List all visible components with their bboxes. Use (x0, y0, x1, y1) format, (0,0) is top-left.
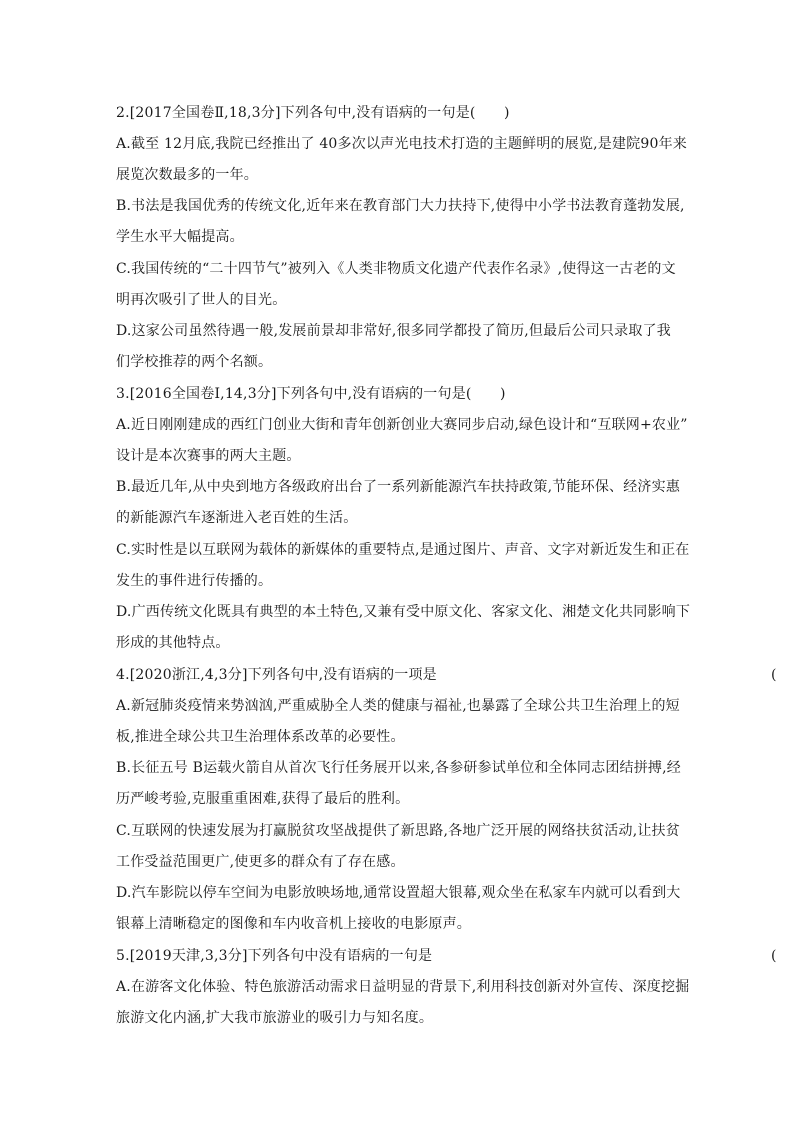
question-3-option-b-cont: 的新能源汽车逐渐进入老百姓的生活。 (116, 510, 358, 526)
question-4-answer-paren: ( (771, 667, 777, 683)
question-2-option-d: D.这家公司虽然待遇一般,发展前景却非常好,很多同学都投了简历,但最后公司只录取了我 (116, 323, 671, 339)
question-2-option-d-cont: 们学校推荐的两个名额。 (116, 354, 273, 370)
question-3-option-a-cont: 设计是本次赛事的两大主题。 (116, 448, 301, 464)
question-5-option-a: A.在游客文化体验、特色旅游活动需求日益明显的背景下,利用科技创新对外宣传、深度挖掘 (116, 979, 690, 995)
question-2-option-c: C.我国传统的“二十四节气”被列入《人类非物质文化遗产代表作名录》,使得这一古老的文 (116, 261, 676, 277)
question-4-option-b: B.长征五号 B运载火箭自从首次飞行任务展开以来,各参研参试单位和全体同志团结拼搏,经 (116, 760, 681, 776)
question-2-option-b: B.书法是我国优秀的传统文化,近年来在教育部门大力扶持下,使得中小学书法教育蓬勃发展, (116, 198, 685, 214)
question-2-option-a: A.截至 12月底,我院已经推出了 40多次以声光电技术打造的主题鲜明的展览,是建院90年来 (116, 136, 688, 152)
question-5-stem: 5.[2019天津,3,3分]下列各句中没有语病的一句是 (116, 948, 433, 964)
question-4-stem: 4.[2020浙江,4,3分]下列各句中,没有语病的一项是 (116, 667, 437, 683)
question-4-option-d-cont: 银幕上清晰稳定的图像和车内收音机上接收的电影原声。 (116, 916, 471, 932)
question-3-option-c: C.实时性是以互联网为载体的新媒体的重要特点,是通过图片、声音、文字对新近发生和正在 (116, 542, 690, 558)
question-2-option-a-cont: 展览次数最多的一年。 (116, 167, 258, 183)
question-4-option-b-cont: 历严峻考验,克服重重困难,获得了最后的胜利。 (116, 791, 410, 807)
question-3-option-d: D.广西传统文化既具有典型的本土特色,又兼有受中原文化、客家文化、湘楚文化共同影响下 (116, 604, 691, 620)
question-2-option-c-cont: 明再次吸引了世人的目光。 (116, 292, 287, 308)
question-3-option-b: B.最近几年,从中央到地方各级政府出台了一系列新能源汽车扶持政策,节能环保、经济实惠 (116, 479, 681, 495)
question-4-option-a: A.新冠肺炎疫情来势汹汹,严重威胁全人类的健康与福祉,也暴露了全球公共卫生治理上的短 (116, 698, 680, 714)
question-3-option-d-cont: 形成的其他特点。 (116, 635, 230, 651)
question-4-option-c-cont: 工作受益范围更广,使更多的群众有了存在感。 (116, 854, 405, 870)
question-2-option-b-cont: 学生水平大幅提高。 (116, 229, 244, 245)
question-3-stem: 3.[2016全国卷Ⅰ,14,3分]下列各句中,没有语病的一句是( ) (116, 386, 506, 402)
question-2-stem: 2.[2017全国卷Ⅱ,18,3分]下列各句中,没有语病的一句是( ) (116, 105, 510, 121)
question-4-option-c: C.互联网的快速发展为打赢脱贫攻坚战提供了新思路,各地广泛开展的网络扶贫活动,让扶贫 (116, 823, 680, 839)
question-3-option-a: A.近日刚刚建成的西红门创业大街和青年创新创业大赛同步启动,绿色设计和“互联网+农业” (116, 417, 688, 433)
question-5-answer-paren: ( (771, 948, 777, 964)
question-3-option-c-cont: 发生的事件进行传播的。 (116, 573, 273, 589)
question-4-option-d: D.汽车影院以停车空间为电影放映场地,通常设置超大银幕,观众坐在私家车内就可以看到大 (116, 885, 681, 901)
question-4-option-a-cont: 板,推进全球公共卫生治理体系改革的必要性。 (116, 729, 405, 745)
question-5-option-a-cont: 旅游文化内涵,扩大我市旅游业的吸引力与知名度。 (116, 1010, 434, 1026)
